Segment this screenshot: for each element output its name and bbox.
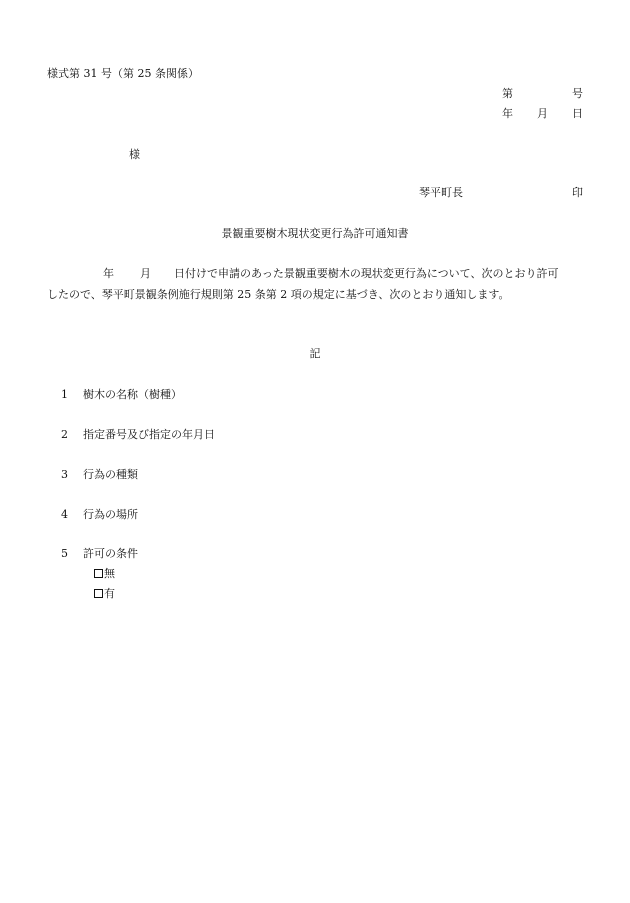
checkbox-icon[interactable] — [94, 569, 103, 578]
recipient-suffix: 様 — [129, 148, 140, 161]
item-label: 指定番号及び指定の年月日 — [83, 428, 215, 441]
list-item — [61, 509, 138, 520]
seal-label: 印 — [572, 186, 583, 199]
condition-option-present[interactable] — [94, 588, 115, 599]
item-label: 行為の種類 — [83, 468, 138, 481]
body-line-2: したので、琴平町景観条例施行規則第 25 条第 2 項の規定に基づき、次のとおり通知します。 — [47, 288, 510, 301]
ki-heading: 記 — [309, 347, 321, 360]
condition-option-none[interactable] — [94, 568, 115, 579]
item-number: 5 — [61, 547, 68, 560]
item-label: 行為の場所 — [83, 508, 138, 521]
date-month-label: 月 — [537, 107, 548, 120]
issuer-name: 琴平町長 — [419, 186, 463, 199]
date-year-label: 年 — [502, 107, 513, 120]
checkbox-icon[interactable] — [94, 589, 103, 598]
body-line-1 — [103, 268, 558, 279]
item-label: 許可の条件 — [83, 547, 138, 560]
body-month-label: 月 — [140, 267, 151, 280]
list-item — [61, 429, 215, 440]
list-item — [61, 469, 138, 480]
item-number: 2 — [61, 428, 68, 441]
list-item — [61, 548, 138, 559]
condition-option-label: 無 — [104, 567, 115, 580]
body-line-1-text: 日付けで申請のあった景観重要樹木の現状変更行為について、次のとおり許可 — [174, 267, 559, 280]
item-number: 1 — [61, 388, 68, 401]
date-day-label: 日 — [572, 107, 583, 120]
condition-option-label: 有 — [104, 587, 115, 600]
item-label: 樹木の名称（樹種） — [83, 388, 182, 401]
body-year-label: 年 — [103, 267, 114, 280]
document-number-suffix: 号 — [572, 87, 583, 100]
form-number: 様式第 31 号（第 25 条関係） — [47, 67, 199, 80]
list-item — [61, 389, 182, 400]
document-title: 景観重要樹木現状変更行為許可通知書 — [221, 227, 409, 240]
item-number: 3 — [61, 468, 68, 481]
document-number-prefix: 第 — [502, 87, 513, 100]
item-number: 4 — [61, 508, 68, 521]
